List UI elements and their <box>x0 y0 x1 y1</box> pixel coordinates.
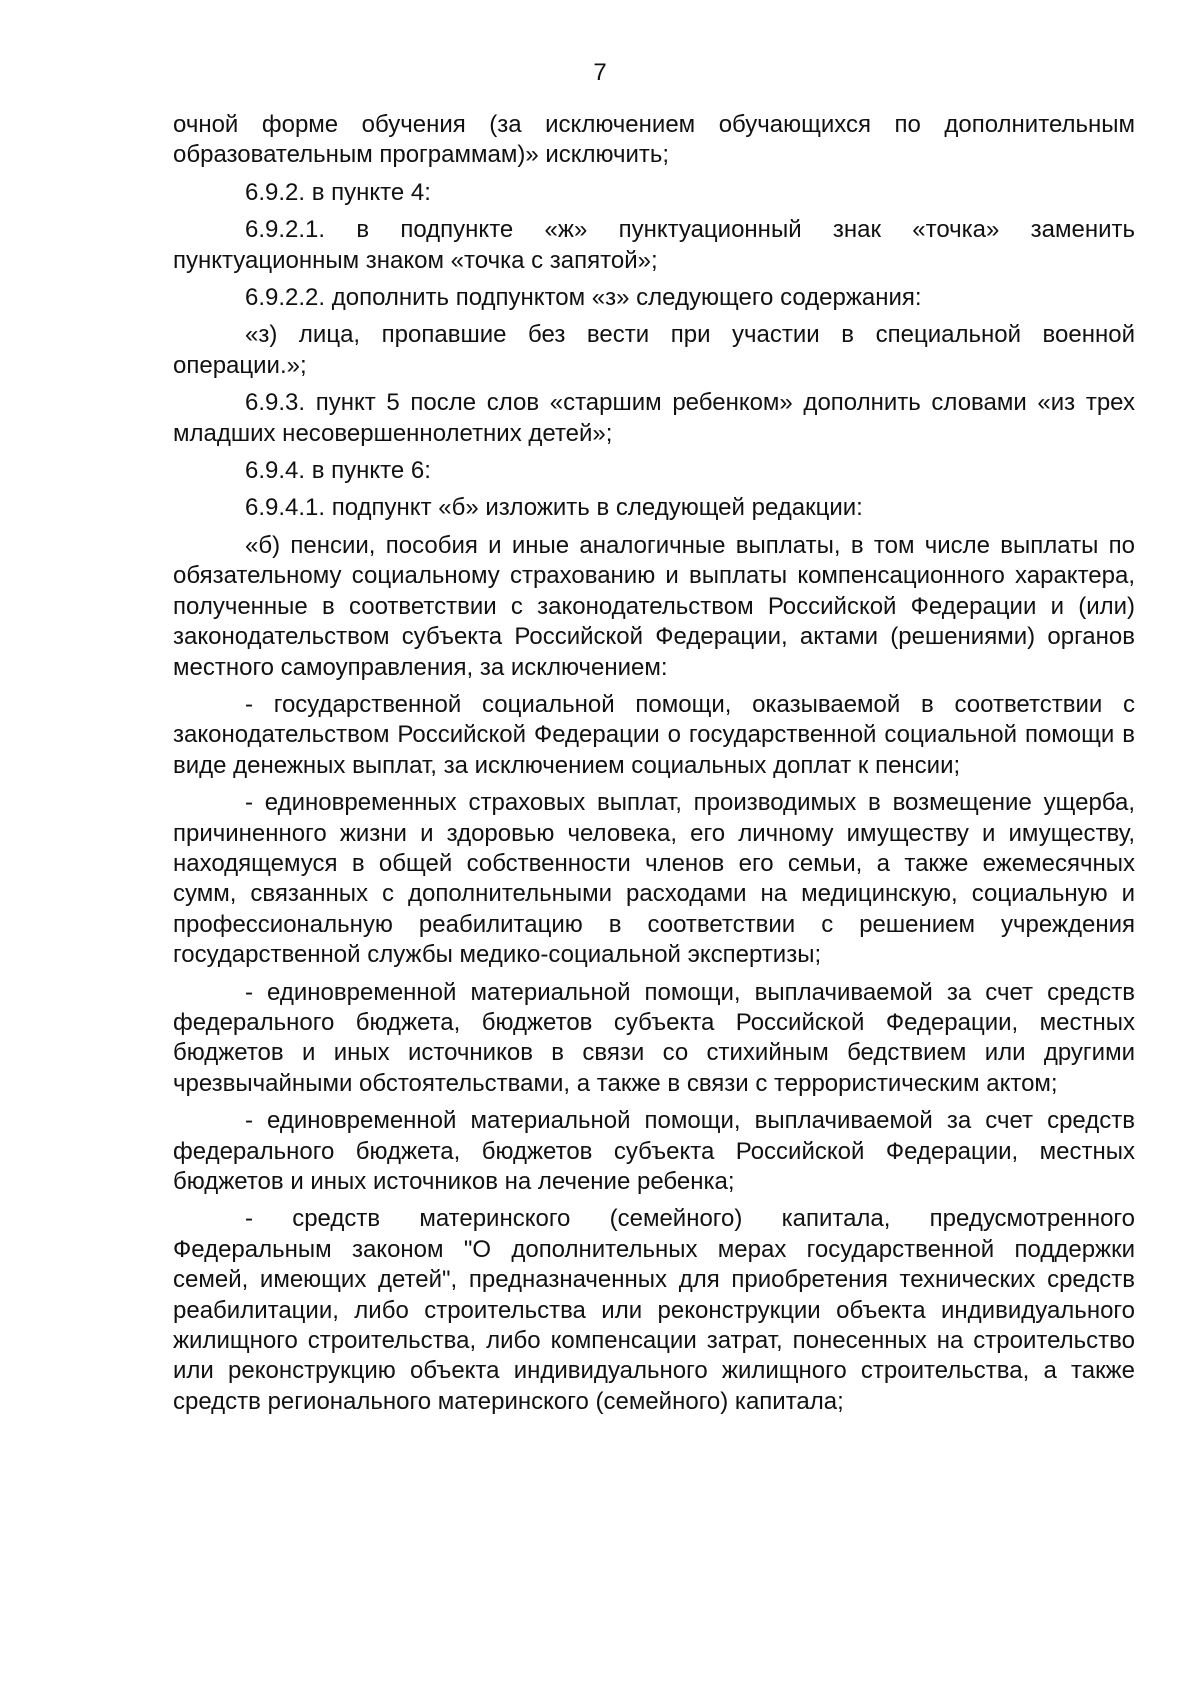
page-number: 7 <box>593 59 607 86</box>
paragraph-6-9-4: 6.9.4. в пункте 6: <box>245 457 431 485</box>
paragraph-6-9-3: 6.9.3. пункт 5 после слов «старшим ребенком» дополнить словами «из трех младших несовершеннолетних детей»; <box>173 389 1135 447</box>
list-item-disaster-aid: - единовременной материальной помощи, выплачиваемой за счет средств федерального бюджета, бюджетов субъекта Российской Федерации, местных бюджетов и иных источников в связи со стихийным бедствием или другими чрезвычайными обстоятельствами, а также в связи с террористическим актом; <box>173 978 1135 1097</box>
list-item-state-social-aid: - государственной социальной помощи, оказываемой в соответствии с законодательством Российской Федерации о государственной социальной помощи в виде денежных выплат, за исключением социальных доплат к пенсии; <box>173 690 1135 779</box>
paragraph-continuation: очной форме обучения (за исключением обучающихся по дополнительным образовательным программам)» исключить; <box>173 111 1135 169</box>
paragraph-subpoint-z: «з) лица, пропавшие без вести при участии в специальной военной операции.»; <box>173 321 1135 379</box>
paragraph-6-9-2-1: 6.9.2.1. в подпункте «ж» пунктуационный знак «точка» заменить пунктуационным знаком «точка с запятой»; <box>173 216 1135 274</box>
paragraph-subpoint-b: «б) пенсии, пособия и иные аналогичные выплаты, в том числе выплаты по обязательному социальному страхованию и выплаты компенсационного характера, полученные в соответствии с законодательством Российской Федерации и (или) законодательством субъекта Российской Федерации, актами (решениями) органов местного самоуправления, за исключением: <box>173 531 1135 681</box>
list-item-insurance-payments: - единовременных страховых выплат, производимых в возмещение ущерба, причиненного жизни и здоровью человека, его личному имуществу и имуществу, находящемуся в общей собственности членов его семьи, а также ежемесячных сумм, связанных с дополнительными расходами на медицинскую, социальную и профессиональную реабилитацию в соответствии с решением учреждения государственной службы медико-социальной экспертизы; <box>173 789 1135 969</box>
document-body <box>173 110 1135 1424</box>
paragraph-6-9-2-2: 6.9.2.2. дополнить подпунктом «з» следующего содержания: <box>245 284 922 312</box>
paragraph-6-9-4-1: 6.9.4.1. подпункт «б» изложить в следующей редакции: <box>245 494 863 522</box>
list-item-child-treatment-aid: - единовременной материальной помощи, выплачиваемой за счет средств федерального бюджета, бюджетов субъекта Российской Федерации, местных бюджетов и иных источников на лечение ребенка; <box>173 1107 1135 1195</box>
paragraph-6-9-2: 6.9.2. в пункте 4: <box>245 178 431 206</box>
list-item-maternity-capital: - средств материнского (семейного) капитала, предусмотренного Федеральным законом "О дополнительных мерах государственной поддержки семей, имеющих детей", предназначенных для приобретения технических средств реабилитации, либо строительства или реконструкции объекта индивидуального жилищного строительства, либо компенсации затрат, понесенных на строительство или реконструкцию объекта индивидуального жилищного строительства, а также средств регионального материнского (семейного) капитала; <box>173 1205 1135 1415</box>
